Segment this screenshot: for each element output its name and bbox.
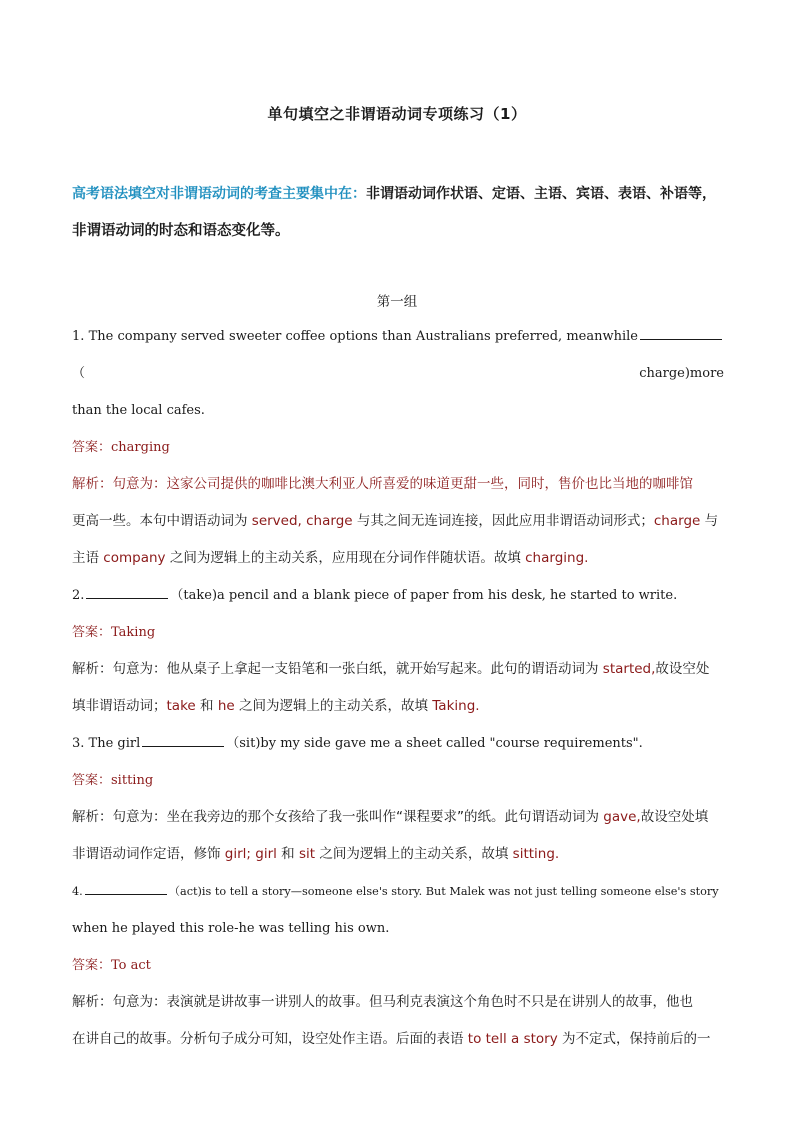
answer-2: 答案：Taking bbox=[72, 625, 156, 640]
explanation-2: 解析：句意为：他从桌子上拿起一支铅笔和一张白纸，就开始写起来。此句的谓语动词为 started,故设空处 bbox=[72, 661, 710, 677]
answer-1: 答案：charging bbox=[72, 440, 170, 455]
question-2: 2. （take)a pencil and a blank piece of paper from his desk, he started to write. bbox=[72, 577, 724, 614]
explanation-3-line2: 非谓语动词作定语，修饰 girl; girl 和 sit 之间为逻辑上的主动关系，故填 sitting. bbox=[72, 846, 560, 862]
explanation-4: 解析：句意为：表演就是讲故事一讲别人的故事。但马利克表演这个角色时不只是在讲别人的故事，他也 bbox=[72, 994, 693, 1010]
answer-blank bbox=[640, 325, 722, 340]
question-4: 4. （act)is to tell a story—someone else's story. But Malek was not just telling someone else's story bbox=[72, 873, 724, 910]
group-title: 第一组 bbox=[376, 294, 418, 310]
answer-3: 答案：sitting bbox=[72, 773, 154, 788]
intro-text: 非谓语动词作状语、定语、主语、宾语、表语、补语等， bbox=[366, 186, 716, 202]
answer-blank bbox=[142, 732, 224, 747]
explanation-2-line2: 填非谓语动词；take 和 he 之间为逻辑上的主动关系，故填 Taking. bbox=[72, 698, 480, 714]
explanation-1-line3: 主语 company 之间为逻辑上的主动关系，应用现在分词作伴随状语。故填 charging. bbox=[72, 550, 589, 566]
question-1-line2: than the local cafes. bbox=[72, 403, 205, 418]
page-title: 单句填空之非谓语动词专项练习（1） bbox=[267, 105, 527, 123]
intro-text-line2: 非谓语动词的时态和语态变化等。 bbox=[72, 223, 290, 239]
intro-paragraph bbox=[72, 176, 724, 250]
answer-blank bbox=[86, 584, 168, 599]
question-1: 1. The company served sweeter coffee options than Australians preferred, meanwhile（charge)more bbox=[72, 318, 724, 392]
exercise-body bbox=[72, 318, 724, 1058]
explanation-3: 解析：句意为：坐在我旁边的那个女孩给了我一张叫作“课程要求”的纸。此句谓语动词为 gave,故设空处填 bbox=[72, 809, 709, 825]
intro-highlight: 高考语法填空对非谓语动词的考查主要集中在： bbox=[72, 186, 366, 202]
question-4-line2: when he played this role-he was telling his own. bbox=[72, 921, 390, 936]
explanation-4-line2: 在讲自己的故事。分析句子成分可知，设空处作主语。后面的表语 to tell a story 为不定式，保持前后的一 bbox=[72, 1031, 711, 1047]
answer-4: 答案：To act bbox=[72, 958, 151, 973]
explanation-1: 解析：句意为：这家公司提供的咖啡比澳大利亚人所喜爱的味道更甜一些，同时，售价也比当地的咖啡馆 bbox=[72, 476, 693, 492]
answer-blank bbox=[85, 880, 167, 895]
explanation-1-line2: 更高一些。本句中谓语动词为 served, charge 与其之间无连词连接，因此应用非谓语动词形式；charge 与 bbox=[72, 513, 719, 529]
question-3: 3. The girl （sit)by my side gave me a sheet called "course requirements". bbox=[72, 725, 724, 762]
